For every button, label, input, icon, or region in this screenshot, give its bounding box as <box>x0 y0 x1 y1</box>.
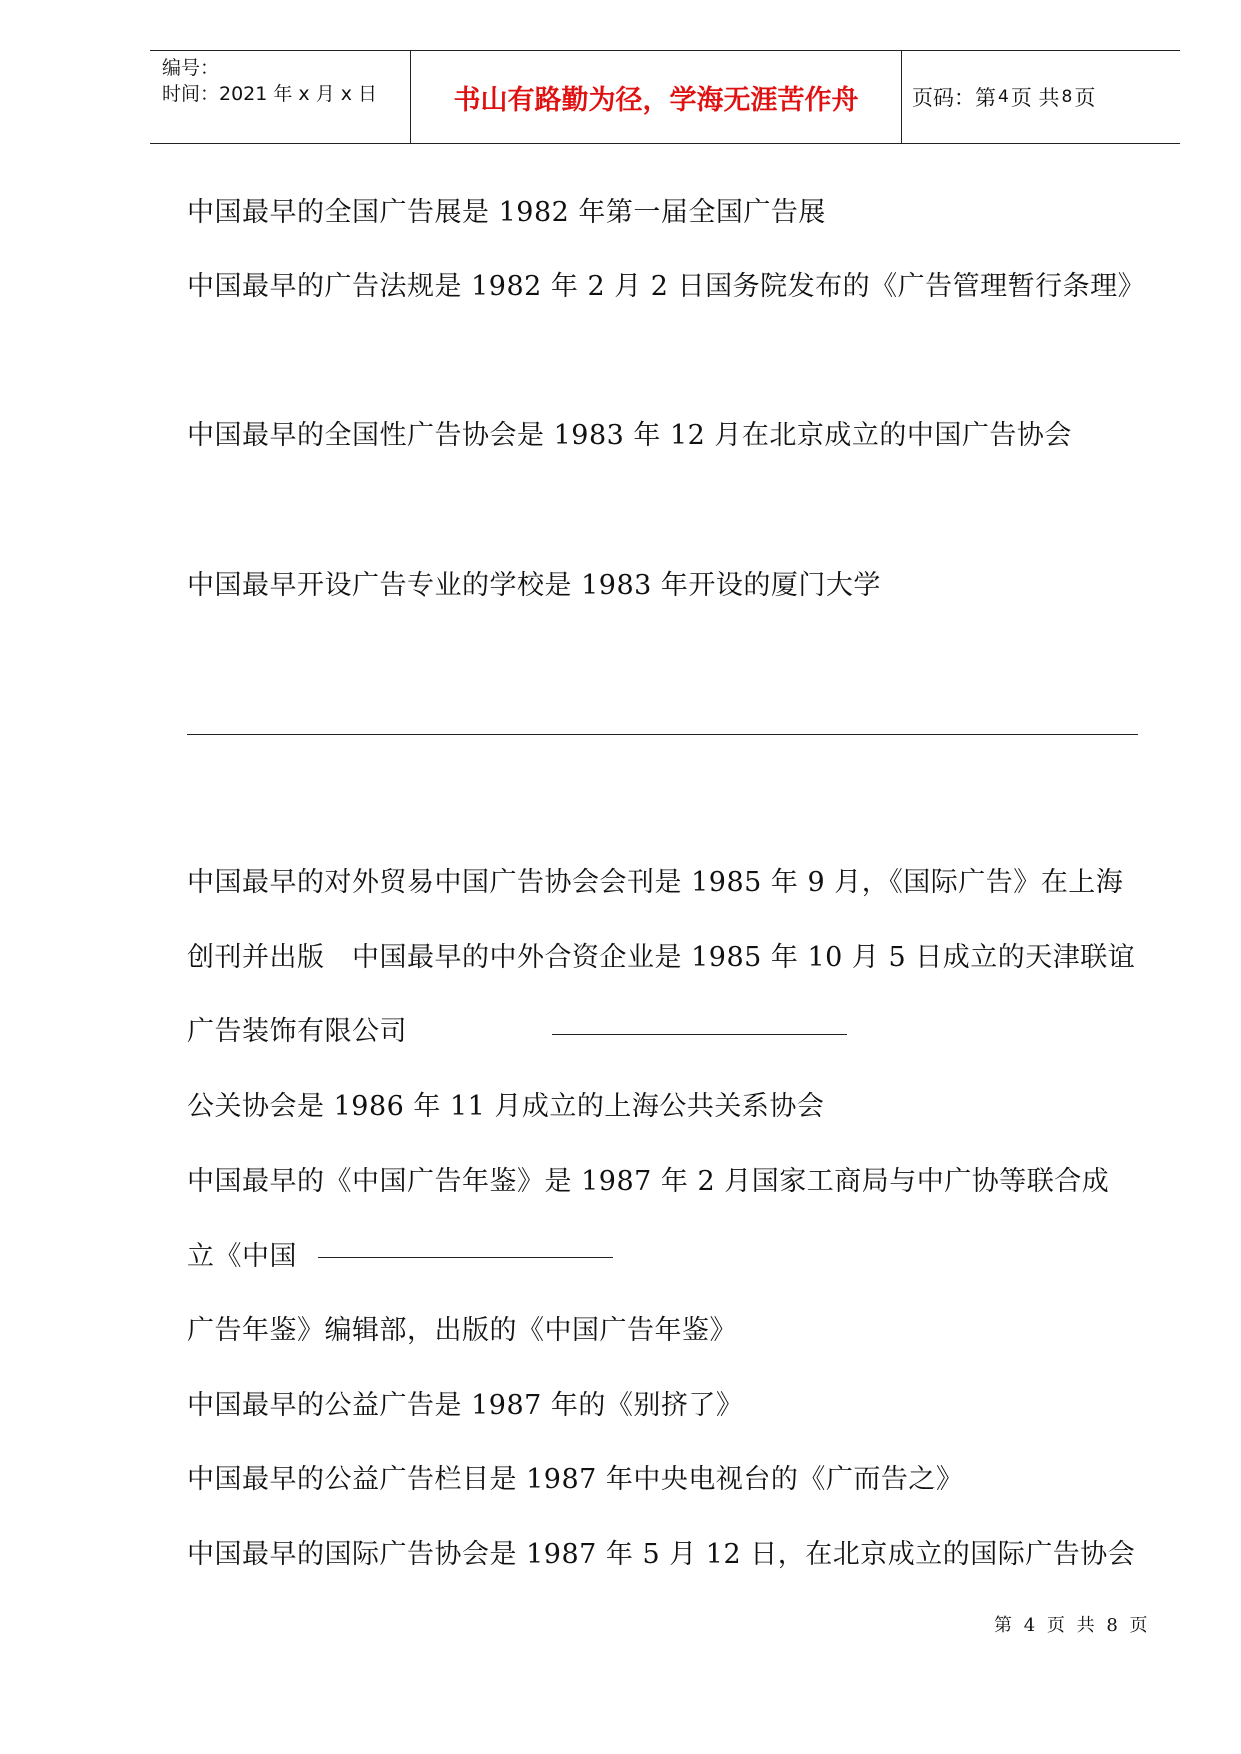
blank-underline <box>552 1034 847 1035</box>
header-number-label: 编号： <box>162 57 220 79</box>
body-line: 创刊并出版 中国最早的中外合资企业是 1985 年 10 月 5 日成立的天津联谊 <box>187 942 1136 973</box>
header-page-total: 8 <box>1061 87 1073 107</box>
header-page-prefix: 页码：第 <box>912 86 996 110</box>
body-line: 中国最早的对外贸易中国广告协会会刊是 1985 年 9 月，《国际广告》在上海 <box>187 867 1124 898</box>
body-line: 中国最早开设广告专业的学校是 1983 年开设的厦门大学 <box>187 570 881 601</box>
section-divider <box>187 734 1138 735</box>
header-page-suffix: 页 <box>1074 86 1096 110</box>
body-line: 中国最早的广告法规是 1982 年 2 月 2 日国务院发布的《广告管理暂行条理》 <box>187 271 1146 302</box>
page-header <box>150 50 1180 144</box>
body-line: 中国最早的《中国广告年鉴》是 1987 年 2 月国家工商局与中广协等联合成 <box>187 1166 1110 1197</box>
blank-underline <box>318 1257 613 1258</box>
header-page-info <box>900 51 1192 143</box>
body-line: 广告年鉴》编辑部，出版的《中国广告年鉴》 <box>187 1315 737 1346</box>
body-line: 广告装饰有限公司 <box>187 1016 407 1047</box>
body-line: 中国最早的全国性广告协会是 1983 年 12 月在北京成立的中国广告协会 <box>187 420 1072 451</box>
header-page-current: 4 <box>998 87 1009 107</box>
body-line: 立《中国 <box>187 1241 297 1272</box>
page-footer: 第 4 页 共 8 页 <box>994 1615 1148 1636</box>
body-line: 公关协会是 1986 年 11 月成立的上海公共关系协会 <box>187 1091 825 1122</box>
header-date-label: 时间：2021 年 x 月 x 日 <box>162 83 378 105</box>
body-line: 中国最早的全国广告展是 1982 年第一届全国广告展 <box>187 197 826 228</box>
header-motto: 书山有路勤为径，学海无涯苦作舟 <box>410 51 902 143</box>
body-line: 中国最早的国际广告协会是 1987 年 5 月 12 日，在北京成立的国际广告协会 <box>187 1539 1136 1570</box>
header-page-mid: 页 共 <box>1010 86 1060 110</box>
body-line: 中国最早的公益广告栏目是 1987 年中央电视台的《广而告之》 <box>187 1464 964 1495</box>
body-line: 中国最早的公益广告是 1987 年的《别挤了》 <box>187 1390 744 1421</box>
